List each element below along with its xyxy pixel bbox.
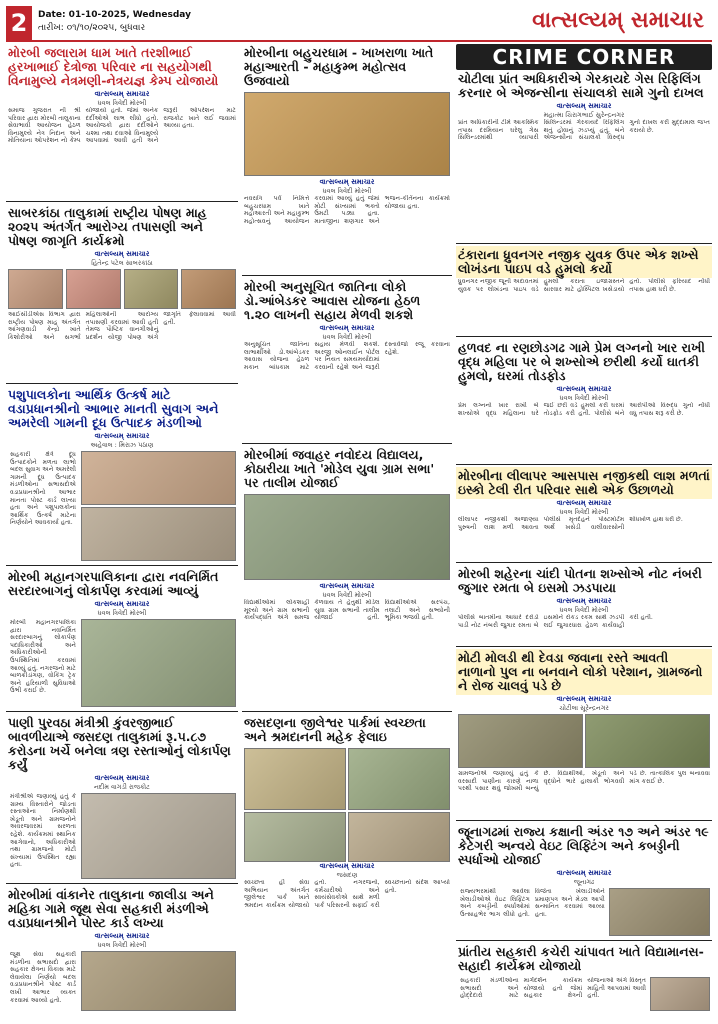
- byline-reporter: ધવલ ત્રિવેદી મોરબી: [97, 609, 147, 617]
- article-body: ગ્રામજનોએ જણાવ્યું હતું કે વરસાદી પાણીના કારણે નાળા પરથી પસાર થવું જોખમી બન્યું છે. વિદ્યાર્થીઓ, ખેડૂતો અને વૃદ્ધોને ભારે હાલાકી ભોગવવી પડે છે. તાત્કાલિક પુલ બનાવવા માંગ કરાઈ છે.: [458, 770, 710, 793]
- newspaper-page: [6, 6, 712, 1018]
- headline-dairy-cooperative: પશુપાલકોના આર્થિક ઉત્કર્ષ માટે વડાપ્રધાનશ્રીનો આભાર માનતી સુવાગ અને અમરેલી ગામની દૂધ ઉત્પાદક મંડળીઓ: [8, 387, 219, 430]
- headline-halvad-attack: હળવદ ના રણછોડગઢ ગામે પ્રેમ લગ્નનો ખાર રાખી વૃદ્ધ મહિલા પર બે શખ્સોએ છરીથી કર્યો ઘાતકી હુમલો, ઘરમાં તોડફોડ: [458, 340, 705, 383]
- photo-stack: [81, 451, 236, 561]
- byline: વાત્સલ્યમ્ સમાચાર: [94, 932, 150, 940]
- photo-row: [242, 746, 452, 812]
- divider: [6, 711, 238, 712]
- divider: [456, 336, 712, 337]
- headline-jasdan-roads: પાણી પુરવઠા મંત્રીશ્રી કુંવરજીભાઈ બાવળીયાએ જસદણ તાલુકામાં રૂ.૫.૮૭ કરોડના ખર્ચે બનેલા ત્રણ રસ્તાઓનું લોકાર્પણ કર્યું: [8, 715, 231, 772]
- headline-gas-refilling: ચોટીલા પ્રાંત અધિકારીએ ગેરકાયદે ગેસ રિફિલિંગ કરનાર બે એજન્સીના સંચાલકો સામે ગુનો દાખલ: [458, 71, 704, 100]
- byline-reporter: મહાત્મા ચિરાગભાઈ સુરેન્દ્રનગર: [543, 111, 625, 119]
- headline-cooperative-office: પ્રાંતીય સહકારી કચેરી ચાંપાવત ખાતે વિદ્યામાનસ-સહાદી કાર્યક્રમ યોજાયો: [458, 944, 704, 973]
- byline-reporter: નદીમ વાગડી રાજકોટ: [94, 783, 150, 791]
- headline-junagadh-sports: જૂનાગઢમાં રાજ્ય કક્ષાની અંડર ૧૭ અને અંડર ૧૯ કેટેગરી અન્વયે વેઇટ લિફ્ટિંગ અને કબડ્ડીની સ્પર્ધાઓ યોજાઈ: [458, 824, 709, 867]
- byline: વાત્સલ્યમ્ સમાચાર: [319, 324, 375, 332]
- article-body: પોલીસે બાતમીના આધારે દરોડો પાડી નોટ નંબરી જુગાર રમતા બે ઇસમોને રોકડ રકમ સાથે ઝડપી લઈ જુગારધારા હેઠળ કાર્યવાહી કરી હતી.: [458, 614, 653, 629]
- news-photo: [244, 494, 450, 580]
- headline-lilapar-body: મોરબીના લીલાપર આસપાસ નજીકથી લાશ મળતાં ઇસ્કો ટેલી રીત પરિવાર સાથે એક ઉછાળયો: [456, 467, 712, 499]
- news-photo: [81, 619, 236, 707]
- news-photo: [81, 793, 236, 879]
- divider: [6, 383, 238, 384]
- byline: વાત્સલ્યમ્ સમાચાર: [94, 432, 150, 440]
- byline-reporter: ધવલ ત્રિવેદી મોરબી: [559, 508, 609, 516]
- article-body: જૂથ સેવા સહકારી મંડળીના સભાસદો દ્વારા સહકાર ક્ષેત્રના વિકાસ માટે લેવાયેલા નિર્ણયો બદલ વડાપ્રધાનશ્રીને પોસ્ટ કાર્ડ લખી આભાર વ્યક્ત કરવામાં આવ્યો હતો.: [10, 951, 76, 1004]
- byline: વાત્સલ્યમ્ સમાચાર: [319, 582, 375, 590]
- crime-corner-title: CRIME CORNER: [456, 44, 712, 70]
- headline-bahucharadham: મોરબીના બહુચરધામ - ખાખરાળા ખાતે મહાઆરતી - મહાકુમ્ભ મહોત્સવ ઉજવાયો: [244, 45, 434, 88]
- story-block: [456, 712, 712, 770]
- byline: વાત્સલ્યમ્ સમાચાર: [94, 90, 150, 98]
- story-block: [6, 791, 238, 881]
- divider: [456, 646, 712, 647]
- news-photo: [81, 507, 236, 561]
- column-left: [6, 44, 238, 1013]
- divider: [6, 883, 238, 884]
- divider: [456, 243, 712, 244]
- news-photo: [585, 714, 710, 768]
- news-photo: [609, 888, 710, 936]
- headline-tankara-attack: ટંકારાના ધ્રુવનગર નજીક યુવક ઉપર એક શખ્સે લોખંડના પાઇપ વડે હુમલો કર્યો: [456, 246, 712, 278]
- headline-sardar-bagh: મોરબી મહાનગરપાલિકાના દ્વારા નવનિર્મિત સરદારબાગનું લોકાર્પણ કરવામાં આવ્યું: [8, 569, 219, 598]
- byline-reporter: જસદણ: [336, 871, 358, 879]
- portrait-photo: [650, 977, 710, 1011]
- byline: વાત્સલ્યમ્ સમાચાર: [94, 774, 150, 782]
- headline-post-cards: મોરબીમાં વાંકાનેર તાલુકાના જાલીડા અને મહિકા ગામે જૂથ સેવા સહકારી મંડળીએ વડાપ્રધાનશ્રીને પોસ્ટ કાર્ડ લખ્યા: [8, 887, 214, 930]
- article-body: ધ્રુવનગર નજીક જૂની અદાવતમાં યુવક પર લોખંડના પાઇપ વડે હુમલો કરાતા ઇજાગ્રસ્તને સારવાર માટે હોસ્પિટલ ખસેડાયો હતો. પોલીસે ફરિયાદ નોંધી તપાસ હાથ ધરી છે.: [458, 278, 710, 293]
- headline-bridge-issue: મોટી મોલડી થી દેવડા જવાના રસ્તે આવતી નાળાનો પુલ ના બનવાને લોકો પરેશાન, ગ્રામજનો ને રોજ ચાલવું પડે છે: [456, 649, 712, 695]
- story-block: [6, 617, 238, 709]
- article-body: સ્વચ્છતા હી સેવા અભિયાન અંતર્ગત જીલેશ્વર પાર્ક ખાતે શ્રમદાન કાર્યક્રમ યોજાયો હતો. નગરજનો, કર્મચારીઓ અને સ્વયંસેવકોએ સાથે મળી પાર્ક પરિસરની સફાઈ કરી સ્વચ્છતાનો સંદેશ આપ્યો હતો.: [244, 879, 450, 909]
- news-photo: [348, 748, 450, 810]
- byline: વાત્સલ્યમ્ સમાચાર: [94, 250, 150, 258]
- article-body: રાજ્યભરમાંથી આવેલા ખેલાડીઓએ વેઇટ લિફ્ટિંગ અને કબડ્ડીની સ્પર્ધાઓમાં ઉત્સાહભેર ભાગ લીધો હતો. વિજેતા ખેલાડીઓને પ્રમાણપત્ર અને મેડલ આપી સન્માનિત કરવામાં આવ્યા હતા.: [460, 888, 605, 918]
- headline-gambling-arrest: મોરબી શહેરના ચાંદી પોતના શખ્સોએ નોટ નંબરી જુગાર રમતા બે ઇસમો ઝડપાયા: [458, 566, 702, 595]
- byline: વાત્સલ્યમ્ સમાચાર: [556, 869, 612, 877]
- byline-reporter: જૂનાગઢ: [573, 878, 595, 886]
- story-block: [6, 949, 238, 1013]
- article-body: નવરાત્રિ પર્વ નિમિત્તે બહુચરધામ ખાતે મહાઆરતી અને મહાકુમ્ભ મહોત્સવનું આયોજન કરવામાં આવ્યું હતું જેમાં મોટી સંખ્યામાં ભક્તો ઉમટી પડ્યા હતા. માતાજીના શણગાર અને ભજન-કીર્તનના કાર્યક્રમો યોજાયા હતા.: [244, 195, 450, 225]
- photo-row: [6, 267, 238, 311]
- article-body: લીલાપર નજીકથી અજાણ્યા પુરુષની લાશ મળી આવતા પોલીસે મૃતદેહને પોસ્ટમોર્ટમ અર્થે ખસેડી વાલીવારસોની શોધખોળ હાથ ધરી છે.: [458, 516, 683, 531]
- news-photo: [458, 714, 583, 768]
- byline-reporter: ધવલ ત્રિવેદી મોરબી: [559, 606, 609, 614]
- article-body: પ્રેમ લગ્નનો ખાર રાખી બે શખ્સોએ વૃદ્ધ મહિલાના ઘરે જઈ છરી વડે હુમલો કરી ઘરમાં તોડફોડ કરી હતી. પોલીસે બંને આરોપીઓ વિરુદ્ધ ગુનો નોંધી વધુ તપાસ શરૂ કરી છે.: [458, 402, 710, 417]
- column-right: [456, 44, 712, 1013]
- divider: [6, 565, 238, 566]
- article-body: આઈસીડીએસ વિભાગ દ્વારા રાષ્ટ્રીય પોષણ માહ અંતર્ગત આંગણવાડી કેન્દ્રો ખાતે કિશોરીઓ અને સગર્ભા મહિલાઓની આરોગ્ય તપાસણી કરવામાં આવી હતી તેમજ પૌષ્ટિક વાનગીઓનું પ્રદર્શન યોજી પોષણ અંગે જાગૃતિ ફેલાવવામાં આવી હતી.: [8, 311, 236, 341]
- date-gujarati: તારીખ: ૦૧/૧૦/૨૦૨૫, બુધવાર: [38, 23, 146, 33]
- byline-reporter: ધવલ ત્રિવેદી મોરબી: [559, 394, 609, 402]
- headline-ambedkar-housing: મોરબી અનુસૂચિત જાતિના લોકો ડો.આંબેડકર આવાસ યોજના હેઠળ ૧.૨૦ લાખની સહાય મેળવી શકશે: [244, 279, 421, 322]
- divider: [242, 711, 452, 712]
- divider: [456, 464, 712, 465]
- byline-reporter: ધવલ ત્રિવેદી મોરબી: [97, 941, 147, 949]
- byline-reporter: ચોટીલા સૂરેન્દ્રનગર: [559, 704, 609, 712]
- article-body: સહકારી ક્ષેત્રે દૂધ ઉત્પાદકોને મળતા લાભો બદલ સુવાગ અને અમરેલી ગામની દૂધ ઉત્પાદક મંડળીઓના સભાસદોએ વડાપ્રધાનશ્રીનો આભાર માનતા પોસ્ટ કાર્ડ લખ્યા હતા અને પશુપાલકોના આર્થિક ઉત્કર્ષ માટેના નિર્ણયોને આવકાર્યા હતા.: [10, 451, 76, 527]
- byline: વાત્સલ્યમ્ સમાચાર: [556, 385, 612, 393]
- story-block: [6, 449, 238, 563]
- headline-morbi-eye-camp: મોરબી જલારામ ધામ ખાતે તરશીભાઈ હરખાભાઈ દેત્રોજા પરિવાર ના સહયોગથી વિનામુલ્યે નેત્રમણી-નેત્રયજ્ઞ કેમ્પ યોજાયો: [8, 45, 219, 88]
- headline-jasdan-cleanliness: જસદણના જીલેશ્વર પાર્કમાં સ્વચ્છતા અને શ્રમદાનની મહેક ફેલાઇ: [244, 715, 426, 744]
- date-english: Date: 01-10-2025, Wednesday: [38, 10, 191, 20]
- byline: વાત્સલ્યમ્ સમાચાર: [556, 695, 612, 703]
- news-photo: [181, 269, 236, 309]
- news-photo: [124, 269, 179, 309]
- byline-reporter: હિતેન્દ્ર પટેલ સાબરકાંઠા: [91, 259, 153, 267]
- divider: [242, 443, 452, 444]
- news-photo: [81, 451, 236, 505]
- headline-navodaya-gram-sabha: મોરબીમાં જવાહર નવોદય વિદ્યાલય, કોઠારીયા ખાતે 'મોડેલ યુવા ગ્રામ સભા' પર તાલીમ યોજાઈ: [244, 447, 435, 490]
- divider: [456, 562, 712, 563]
- byline: વાત્સલ્યમ્ સમાચાર: [556, 102, 612, 110]
- byline: વાત્સલ્યમ્ સમાચાર: [556, 597, 612, 605]
- headline-nutrition-month: સાબરકાંઠા તાલુકામાં રાષ્ટ્રીય પોષણ માહ ૨૦૨૫ અંતર્ગત આરોગ્ય તપાસણી અને પોષણ જાગૃતિ કાર્યક્રમો: [8, 205, 207, 248]
- story-block: [456, 886, 712, 938]
- article-body: પ્રાંત અધિકારીની ટીમે આકસ્મિક તપાસ દરમિયાન ઘરેલુ ગેસ સિલિન્ડરમાંથી વ્યાપારી સિલિન્ડરમાં ગેરકાયદે રિફિલિંગ થતું હોવાનું ઝડપ્યું હતું. બંને એજન્સીના સંચાલકો વિરુદ્ધ ગુનો દાખલ કરી મુદ્દામાલ જપ્ત કરાયો છે.: [458, 119, 710, 142]
- photo-row: [242, 812, 452, 862]
- goddess-photo: [244, 92, 450, 176]
- news-photo: [348, 812, 450, 862]
- byline: વાત્સલ્યમ્ સમાચાર: [94, 600, 150, 608]
- news-photo: [66, 269, 121, 309]
- column-middle: [242, 44, 452, 949]
- article-body: મંત્રીશ્રીએ જણાવ્યું હતું કે ગ્રામ્ય વિસ્તારોને જોડતા રસ્તાઓના નિર્માણથી ખેડૂતો અને ગ્રામજનોને અવરજવરમાં સરળતા રહેશે. કાર્યક્રમમાં સ્થાનિક આગેવાનો, અધિકારીઓ તથા ગ્રામજનો મોટી સંખ્યામાં ઉપસ્થિત રહ્યા હતા.: [10, 793, 76, 869]
- article-body: વિદ્યાર્થીઓમાં લોકશાહી મૂલ્યો અને ગ્રામ સભાની કાર્યપદ્ધતિ અંગે સમજ કેળવાય તે હેતુથી મોડેલ યુવા ગ્રામ સભાની તાલીમ યોજાઈ હતી. વિદ્યાર્થીઓએ સરપંચ, તલાટી અને સભ્યોની ભૂમિકા ભજવી હતી.: [244, 599, 450, 622]
- dateline: [38, 9, 191, 35]
- story-block: [456, 975, 712, 1013]
- article-body: અનુસૂચિત જાતિના લાભાર્થીઓ ડો.આંબેડકર આવાસ યોજના હેઠળ મકાન બાંધકામ માટે સહાય મેળવી શકશે. અરજી ઓનલાઈન પોર્ટલ પર નિયત સમયમર્યાદામાં કરવાની રહેશે અને જરૂરી દસ્તાવેજો રજૂ કરવાના રહેશે.: [244, 341, 450, 371]
- article-body: સહકારી મંડળીઓના સભાસદો અને હોદ્દેદારો માટે માર્ગદર્શન કાર્યક્રમ યોજાયો હતો જેમાં સહકાર ક્ષેત્રની યોજનાઓ અંગે વિસ્તૃત માહિતી આપવામાં આવી હતી.: [460, 977, 646, 1000]
- byline-reporter: ધવલ ત્રિવેદી મોરબી: [322, 591, 372, 599]
- byline-reporter: ધવલ ત્રિવેદી મોરબી: [97, 99, 147, 107]
- byline: વાત્સલ્યમ્ સમાચાર: [319, 862, 375, 870]
- byline-reporter: ધવલ ત્રિવેદી મોરબી: [322, 333, 372, 341]
- byline: વાત્સલ્યમ્ સમાચાર: [319, 178, 375, 186]
- news-photo: [244, 748, 346, 810]
- page-number: 2: [6, 6, 32, 40]
- news-photo: [244, 812, 346, 862]
- byline-reporter: અહેવાલ : મિરાઝ પઠાણ: [90, 441, 154, 449]
- byline: વાત્સલ્યમ્ સમાચાર: [556, 499, 612, 507]
- brand-title: વાત્સલ્યમ્ સમાચાર: [532, 8, 704, 33]
- byline-reporter: ધવલ ત્રિવેદી મોરબી: [322, 187, 372, 195]
- divider: [456, 820, 712, 821]
- masthead: [6, 6, 712, 42]
- divider: [456, 940, 712, 941]
- divider: [242, 275, 452, 276]
- article-body: મોરબી મહાનગરપાલિકા દ્વારા નવનિર્મિત સરદારબાગનું લોકાર્પણ પદાધિકારીઓ અને અધિકારીઓની ઉપસ્થિતિમાં કરવામાં આવ્યું હતું. નગરજનો માટે બાળક્રીડાંગણ, વોકિંગ ટ્રેક અને હરિયાળી સુવિધાઓ ઉભી કરાઈ છે.: [10, 619, 76, 695]
- divider: [6, 201, 238, 202]
- news-photo: [8, 269, 63, 309]
- article-body: સમાજ ગુજરાત ની શ્રી પરિવાર દ્વારા મોરબી તાલુકાના સેવાભાવી આયોજન હેઠળ વિનામુલ્યે નેત્ર નિદાન અને મોતિયાના ઓપરેશન નો કેમ્પ યોજાયો હતો. જેમાં અનેક દર્દીઓએ લાભ લીધો હતો. આયોજકો દ્વારા દર્દીઓને ચશ્મા તથા દવાઓ વિનામુલ્યે આપવામાં આવી હતી અને જરૂરી ઓપરેશન માટે રાજકોટ ખાતે લઈ જવામાં આવ્યા હતા.: [8, 107, 236, 145]
- news-photo: [81, 951, 236, 1011]
